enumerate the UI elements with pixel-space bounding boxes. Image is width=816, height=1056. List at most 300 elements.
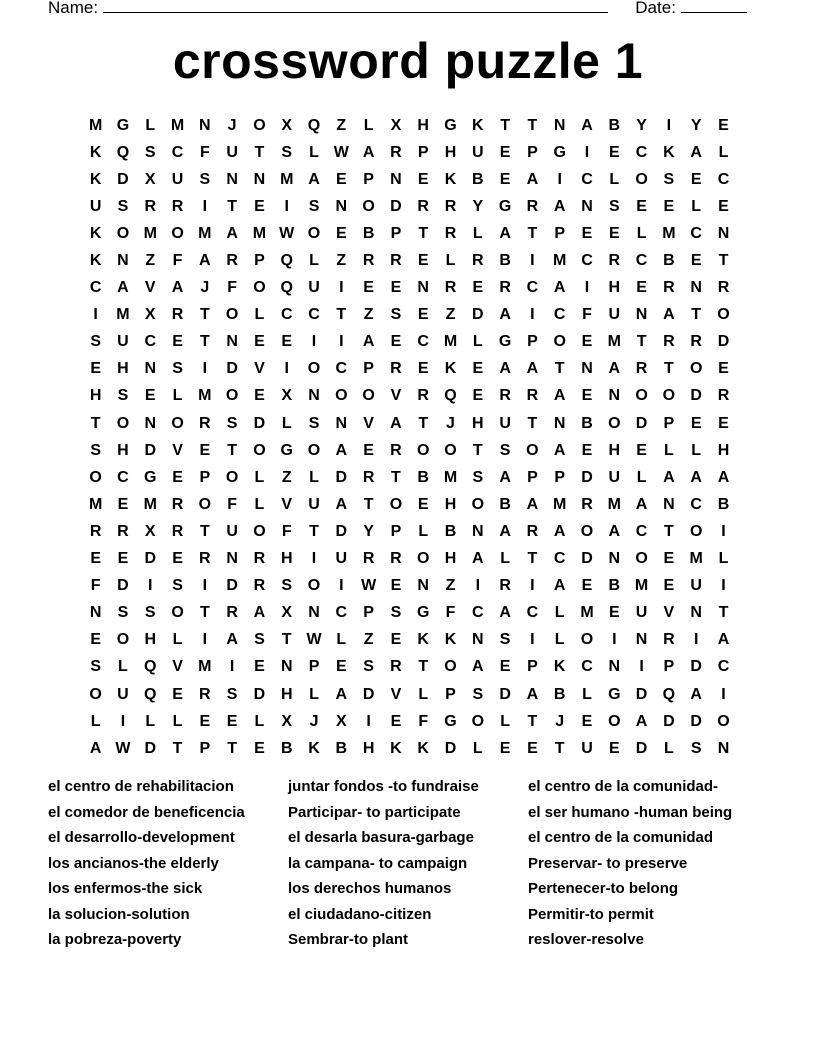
grid-cell[interactable]: N [608, 550, 621, 568]
grid-cell[interactable]: E [499, 170, 511, 188]
grid-cell[interactable]: O [526, 441, 539, 459]
grid-cell[interactable]: E [172, 685, 183, 703]
grid-cell[interactable]: A [526, 685, 539, 703]
grid-cell[interactable]: L [472, 224, 483, 242]
grid-cell[interactable]: L [500, 550, 510, 568]
grid-cell[interactable]: D [253, 414, 266, 432]
grid-cell[interactable]: R [635, 360, 648, 378]
grid-cell[interactable]: E [690, 252, 702, 270]
grid-cell[interactable]: O [307, 577, 321, 595]
grid-cell[interactable]: E [417, 495, 429, 513]
grid-cell[interactable]: S [281, 577, 293, 595]
grid-cell[interactable]: H [472, 414, 484, 432]
grid-cell[interactable]: I [366, 712, 371, 730]
grid-cell[interactable]: B [663, 252, 675, 270]
grid-cell[interactable]: O [662, 387, 676, 405]
grid-cell[interactable]: G [144, 468, 157, 486]
grid-cell[interactable]: R [390, 360, 402, 378]
grid-cell[interactable]: U [608, 306, 621, 324]
grid-cell[interactable]: S [472, 685, 484, 703]
grid-cell[interactable]: Z [145, 252, 156, 270]
grid-cell[interactable]: K [390, 739, 402, 757]
grid-cell[interactable]: W [361, 577, 377, 595]
grid-cell[interactable]: I [229, 658, 235, 676]
grid-cell[interactable]: S [472, 468, 484, 486]
grid-cell[interactable]: M [170, 116, 185, 134]
grid-cell[interactable]: T [336, 306, 347, 324]
grid-cell[interactable]: R [362, 468, 375, 486]
grid-cell[interactable]: A [499, 224, 511, 242]
grid-cell[interactable]: N [89, 604, 102, 622]
grid-cell[interactable]: N [553, 116, 566, 134]
grid-cell[interactable]: A [663, 468, 675, 486]
grid-cell[interactable]: D [144, 550, 157, 568]
grid-cell[interactable]: C [553, 306, 566, 324]
grid-cell[interactable]: E [636, 279, 647, 297]
grid-cell[interactable]: Y [472, 197, 484, 215]
grid-cell[interactable]: B [280, 739, 293, 757]
grid-cell[interactable]: C [717, 170, 730, 188]
grid-cell[interactable]: R [199, 550, 211, 568]
grid-cell[interactable]: S [363, 658, 374, 676]
grid-cell[interactable]: S [172, 360, 183, 378]
grid-cell[interactable]: I [120, 712, 126, 730]
grid-cell[interactable]: E [472, 387, 484, 405]
grid-cell[interactable]: I [530, 252, 535, 270]
grid-cell[interactable]: H [117, 360, 129, 378]
grid-cell[interactable]: F [199, 143, 210, 161]
grid-cell[interactable]: L [172, 712, 183, 730]
grid-cell[interactable]: O [608, 414, 621, 432]
grid-cell[interactable]: E [718, 116, 729, 134]
grid-cell[interactable]: A [553, 197, 566, 215]
grid-cell[interactable]: O [198, 495, 212, 513]
grid-cell[interactable]: Z [336, 252, 347, 270]
grid-cell[interactable]: J [309, 712, 319, 730]
grid-cell[interactable]: C [690, 224, 702, 242]
grid-cell[interactable]: E [608, 143, 620, 161]
date-blank[interactable] [681, 0, 747, 13]
grid-cell[interactable]: C [635, 143, 648, 161]
grid-cell[interactable]: T [663, 522, 674, 540]
grid-cell[interactable]: Z [445, 577, 456, 595]
grid-cell[interactable]: R [171, 306, 184, 324]
grid-cell[interactable]: A [335, 685, 348, 703]
grid-cell[interactable]: K [444, 170, 457, 188]
grid-cell[interactable]: S [117, 197, 129, 215]
grid-cell[interactable]: D [362, 685, 375, 703]
grid-cell[interactable]: L [281, 414, 292, 432]
grid-cell[interactable]: E [499, 658, 511, 676]
grid-cell[interactable]: Q [280, 279, 293, 297]
grid-cell[interactable]: V [390, 685, 402, 703]
grid-cell[interactable]: B [499, 252, 511, 270]
grid-cell[interactable]: N [253, 170, 266, 188]
grid-cell[interactable]: L [309, 468, 319, 486]
grid-cell[interactable]: T [527, 414, 538, 432]
grid-cell[interactable]: N [335, 414, 348, 432]
grid-cell[interactable]: R [199, 685, 211, 703]
grid-cell[interactable]: U [226, 143, 238, 161]
grid-cell[interactable]: N [117, 252, 129, 270]
grid-cell[interactable]: X [281, 387, 293, 405]
grid-cell[interactable]: I [530, 306, 535, 324]
grid-cell[interactable]: O [116, 631, 130, 649]
grid-cell[interactable]: R [390, 252, 402, 270]
grid-cell[interactable]: E [636, 441, 647, 459]
grid-cell[interactable]: E [390, 712, 402, 730]
grid-cell[interactable]: C [635, 252, 648, 270]
grid-cell[interactable]: O [689, 522, 703, 540]
grid-cell[interactable]: A [526, 360, 539, 378]
grid-cell[interactable]: S [226, 685, 238, 703]
grid-cell[interactable]: V [390, 387, 402, 405]
grid-cell[interactable]: U [499, 414, 511, 432]
grid-cell[interactable]: N [226, 550, 238, 568]
grid-cell[interactable]: H [362, 739, 375, 757]
grid-cell[interactable]: S [226, 414, 238, 432]
grid-cell[interactable]: L [691, 441, 702, 459]
grid-cell[interactable]: N [144, 360, 157, 378]
grid-cell[interactable]: A [226, 631, 238, 649]
grid-cell[interactable]: L [663, 441, 674, 459]
grid-cell[interactable]: A [499, 360, 511, 378]
grid-cell[interactable]: R [526, 387, 539, 405]
grid-cell[interactable]: Q [662, 685, 676, 703]
grid-cell[interactable]: L [172, 631, 183, 649]
grid-cell[interactable]: H [417, 116, 429, 134]
grid-cell[interactable]: L [609, 170, 620, 188]
grid-cell[interactable]: R [608, 252, 621, 270]
grid-cell[interactable]: I [693, 631, 699, 649]
grid-cell[interactable]: N [608, 387, 621, 405]
grid-cell[interactable]: O [471, 495, 485, 513]
grid-cell[interactable]: T [254, 143, 265, 161]
grid-cell[interactable]: C [171, 143, 184, 161]
grid-cell[interactable]: U [581, 739, 593, 757]
grid-cell[interactable]: C [581, 170, 593, 188]
grid-cell[interactable]: P [363, 170, 374, 188]
grid-cell[interactable]: P [554, 224, 566, 242]
grid-cell[interactable]: U [89, 197, 102, 215]
grid-cell[interactable]: F [172, 252, 183, 270]
grid-cell[interactable]: V [144, 279, 156, 297]
grid-cell[interactable]: E [363, 279, 374, 297]
grid-cell[interactable]: A [553, 387, 566, 405]
grid-cell[interactable]: P [390, 522, 402, 540]
grid-cell[interactable]: L [663, 739, 674, 757]
grid-cell[interactable]: E [581, 333, 593, 351]
grid-cell[interactable]: P [308, 658, 320, 676]
grid-cell[interactable]: T [281, 631, 292, 649]
grid-cell[interactable]: E [199, 712, 211, 730]
grid-cell[interactable]: M [689, 550, 703, 568]
grid-cell[interactable]: H [117, 441, 129, 459]
grid-cell[interactable]: H [608, 279, 621, 297]
grid-cell[interactable]: S [690, 739, 702, 757]
grid-cell[interactable]: J [200, 279, 210, 297]
grid-cell[interactable]: L [718, 550, 729, 568]
grid-cell[interactable]: T [527, 116, 538, 134]
grid-cell[interactable]: B [444, 522, 457, 540]
grid-cell[interactable]: P [663, 658, 675, 676]
grid-cell[interactable]: G [498, 197, 512, 215]
grid-cell[interactable]: E [390, 577, 402, 595]
grid-cell[interactable]: O [307, 360, 321, 378]
grid-cell[interactable]: X [390, 116, 402, 134]
grid-cell[interactable]: R [690, 333, 702, 351]
grid-cell[interactable]: D [635, 414, 648, 432]
grid-cell[interactable]: L [145, 116, 156, 134]
grid-cell[interactable]: C [335, 604, 348, 622]
grid-cell[interactable]: S [90, 658, 101, 676]
grid-cell[interactable]: L [418, 685, 429, 703]
grid-cell[interactable]: W [279, 224, 295, 242]
grid-cell[interactable]: D [444, 739, 457, 757]
grid-cell[interactable]: I [557, 170, 562, 188]
grid-cell[interactable]: N [690, 279, 702, 297]
grid-cell[interactable]: H [144, 631, 157, 649]
grid-cell[interactable]: D [144, 739, 157, 757]
grid-cell[interactable]: L [309, 685, 319, 703]
grid-cell[interactable]: R [444, 197, 457, 215]
grid-cell[interactable]: T [691, 306, 702, 324]
grid-cell[interactable]: T [418, 224, 429, 242]
grid-cell[interactable]: D [335, 522, 348, 540]
grid-cell[interactable]: H [608, 441, 621, 459]
grid-cell[interactable]: Q [280, 252, 293, 270]
grid-cell[interactable]: N [144, 414, 157, 432]
grid-cell[interactable]: S [172, 577, 183, 595]
grid-cell[interactable]: B [608, 577, 621, 595]
grid-cell[interactable]: R [499, 577, 511, 595]
grid-cell[interactable]: A [553, 441, 566, 459]
grid-cell[interactable]: A [553, 522, 566, 540]
grid-cell[interactable]: G [608, 685, 621, 703]
grid-cell[interactable]: T [636, 333, 647, 351]
name-blank[interactable] [103, 0, 608, 13]
grid-cell[interactable]: T [718, 604, 729, 622]
grid-cell[interactable]: F [418, 712, 429, 730]
grid-cell[interactable]: S [308, 197, 320, 215]
grid-cell[interactable]: T [227, 197, 238, 215]
grid-cell[interactable]: V [663, 604, 675, 622]
grid-cell[interactable]: O [171, 414, 184, 432]
grid-cell[interactable]: E [172, 468, 183, 486]
grid-cell[interactable]: L [309, 143, 319, 161]
grid-cell[interactable]: I [530, 631, 535, 649]
grid-cell[interactable]: A [499, 306, 511, 324]
grid-cell[interactable]: I [202, 577, 208, 595]
grid-cell[interactable]: K [89, 224, 102, 242]
grid-cell[interactable]: E [718, 414, 729, 432]
grid-cell[interactable]: E [581, 577, 593, 595]
grid-cell[interactable]: Z [363, 631, 374, 649]
grid-cell[interactable]: R [663, 333, 675, 351]
grid-cell[interactable]: Q [307, 116, 321, 134]
grid-cell[interactable]: M [88, 116, 103, 134]
grid-cell[interactable]: S [117, 387, 129, 405]
grid-cell[interactable]: L [336, 631, 347, 649]
grid-cell[interactable]: T [663, 360, 674, 378]
grid-cell[interactable]: I [584, 143, 590, 161]
grid-cell[interactable]: L [254, 495, 265, 513]
grid-cell[interactable]: D [226, 577, 238, 595]
grid-cell[interactable]: C [117, 468, 129, 486]
grid-cell[interactable]: T [172, 739, 183, 757]
grid-cell[interactable]: A [390, 414, 402, 432]
grid-cell[interactable]: U [308, 279, 320, 297]
grid-cell[interactable]: E [335, 224, 347, 242]
grid-cell[interactable]: M [443, 468, 458, 486]
grid-cell[interactable]: C [526, 279, 539, 297]
grid-cell[interactable]: S [90, 441, 101, 459]
grid-cell[interactable]: T [391, 468, 401, 486]
grid-cell[interactable]: R [390, 441, 402, 459]
grid-cell[interactable]: S [144, 143, 156, 161]
grid-cell[interactable]: E [581, 441, 593, 459]
grid-cell[interactable]: Q [144, 658, 157, 676]
grid-cell[interactable]: S [390, 604, 402, 622]
grid-cell[interactable]: F [582, 306, 592, 324]
grid-cell[interactable]: E [581, 712, 593, 730]
grid-cell[interactable]: X [144, 170, 156, 188]
grid-cell[interactable]: G [444, 116, 457, 134]
grid-cell[interactable]: P [199, 468, 211, 486]
grid-cell[interactable]: U [171, 170, 184, 188]
grid-cell[interactable]: S [254, 631, 265, 649]
grid-cell[interactable]: E [281, 333, 293, 351]
grid-cell[interactable]: K [417, 739, 429, 757]
grid-cell[interactable]: B [581, 414, 593, 432]
grid-cell[interactable]: J [227, 116, 237, 134]
grid-cell[interactable]: V [172, 658, 183, 676]
grid-cell[interactable]: S [90, 333, 101, 351]
grid-cell[interactable]: U [608, 468, 621, 486]
grid-cell[interactable]: P [363, 604, 374, 622]
grid-cell[interactable]: A [526, 495, 539, 513]
grid-cell[interactable]: C [690, 495, 702, 513]
grid-cell[interactable]: E [172, 333, 183, 351]
grid-cell[interactable]: O [444, 658, 457, 676]
grid-cell[interactable]: A [335, 441, 348, 459]
grid-cell[interactable]: G [416, 604, 430, 622]
grid-cell[interactable]: D [472, 306, 484, 324]
grid-cell[interactable]: D [226, 360, 238, 378]
grid-cell[interactable]: R [362, 550, 375, 568]
grid-cell[interactable]: R [499, 387, 511, 405]
grid-cell[interactable]: L [691, 197, 702, 215]
grid-cell[interactable]: R [717, 279, 730, 297]
grid-cell[interactable]: S [608, 197, 620, 215]
grid-cell[interactable]: O [253, 441, 266, 459]
grid-cell[interactable]: M [662, 224, 676, 242]
grid-cell[interactable]: A [171, 279, 184, 297]
grid-cell[interactable]: U [690, 577, 702, 595]
grid-cell[interactable]: A [690, 685, 702, 703]
grid-cell[interactable]: M [553, 495, 567, 513]
grid-cell[interactable]: O [225, 387, 239, 405]
grid-cell[interactable]: X [281, 604, 293, 622]
grid-cell[interactable]: K [89, 252, 102, 270]
grid-cell[interactable]: E [117, 495, 129, 513]
grid-cell[interactable]: R [171, 197, 184, 215]
grid-cell[interactable]: U [335, 550, 348, 568]
grid-cell[interactable]: A [362, 143, 375, 161]
grid-cell[interactable]: L [636, 468, 647, 486]
grid-cell[interactable]: U [308, 495, 320, 513]
grid-cell[interactable]: U [117, 685, 129, 703]
grid-cell[interactable]: R [717, 387, 730, 405]
grid-cell[interactable]: E [608, 739, 620, 757]
grid-cell[interactable]: L [309, 252, 319, 270]
grid-cell[interactable]: N [308, 604, 320, 622]
grid-cell[interactable]: Z [363, 306, 374, 324]
grid-cell[interactable]: E [254, 197, 265, 215]
grid-cell[interactable]: C [89, 279, 102, 297]
grid-cell[interactable]: E [581, 387, 593, 405]
grid-cell[interactable]: V [172, 441, 183, 459]
grid-cell[interactable]: O [171, 604, 184, 622]
grid-cell[interactable]: D [581, 468, 593, 486]
grid-cell[interactable]: R [89, 522, 102, 540]
grid-cell[interactable]: A [499, 468, 511, 486]
grid-cell[interactable]: R [472, 252, 484, 270]
grid-cell[interactable]: B [472, 170, 484, 188]
grid-cell[interactable]: S [499, 631, 511, 649]
grid-cell[interactable]: R [117, 522, 129, 540]
grid-cell[interactable]: E [254, 739, 265, 757]
grid-cell[interactable]: R [390, 550, 402, 568]
grid-cell[interactable]: V [363, 414, 374, 432]
grid-cell[interactable]: Y [363, 522, 374, 540]
grid-cell[interactable]: R [171, 495, 184, 513]
grid-cell[interactable]: C [335, 360, 348, 378]
grid-cell[interactable]: S [308, 414, 320, 432]
grid-cell[interactable]: I [339, 333, 344, 351]
grid-cell[interactable]: K [553, 658, 566, 676]
grid-cell[interactable]: A [690, 468, 702, 486]
grid-cell[interactable]: L [363, 116, 374, 134]
grid-cell[interactable]: H [717, 441, 730, 459]
grid-cell[interactable]: O [362, 387, 375, 405]
grid-cell[interactable]: O [635, 170, 648, 188]
grid-cell[interactable]: P [254, 252, 265, 270]
grid-cell[interactable]: I [311, 550, 317, 568]
grid-cell[interactable]: L [445, 252, 456, 270]
grid-cell[interactable]: E [690, 170, 702, 188]
grid-cell[interactable]: U [226, 522, 238, 540]
grid-cell[interactable]: T [500, 116, 510, 134]
grid-cell[interactable]: T [199, 333, 210, 351]
grid-cell[interactable]: D [117, 577, 129, 595]
grid-cell[interactable]: A [608, 522, 621, 540]
grid-cell[interactable]: D [499, 685, 511, 703]
grid-cell[interactable]: G [498, 333, 512, 351]
grid-cell[interactable]: I [93, 306, 98, 324]
grid-cell[interactable]: O [253, 522, 266, 540]
grid-cell[interactable]: D [663, 712, 675, 730]
grid-cell[interactable]: M [252, 224, 267, 242]
grid-cell[interactable]: E [390, 631, 402, 649]
grid-cell[interactable]: D [635, 685, 648, 703]
grid-cell[interactable]: E [254, 387, 265, 405]
grid-cell[interactable]: T [527, 224, 538, 242]
grid-cell[interactable]: A [690, 143, 702, 161]
grid-cell[interactable]: V [254, 360, 265, 378]
grid-cell[interactable]: Y [690, 116, 702, 134]
grid-cell[interactable]: N [308, 387, 320, 405]
